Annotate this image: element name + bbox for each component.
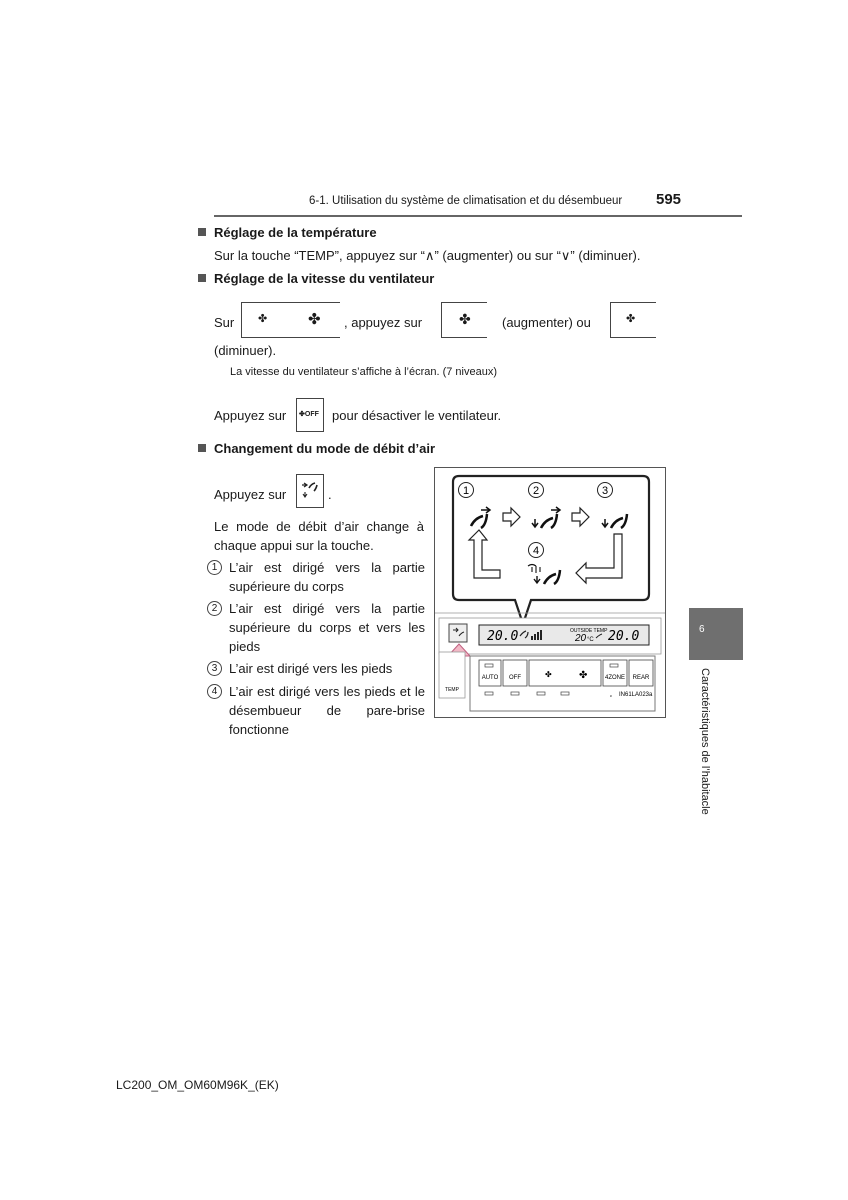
svg-text:AUTO: AUTO <box>481 675 499 681</box>
svg-text:IN61LA023a: IN61LA023a <box>619 692 653 698</box>
mode-period: . <box>328 487 332 502</box>
svg-text:4ZONE: 4ZONE <box>604 675 626 681</box>
section-title-fan-speed: Réglage de la vitesse du ventilateur <box>198 271 434 286</box>
airflow-mode-icon <box>297 475 321 505</box>
list-item-number: 4 <box>207 684 222 699</box>
mode-appuyez-sur: Appuyez sur <box>214 487 287 502</box>
fan-speed-button <box>241 302 340 338</box>
svg-text:4: 4 <box>532 545 540 557</box>
fan-icon: ✤ <box>258 313 268 325</box>
fan-sur-label: Sur <box>214 315 235 330</box>
svg-text:20: 20 <box>575 633 587 644</box>
svg-text:OFF: OFF <box>509 675 521 681</box>
svg-text:°C: °C <box>587 637 594 643</box>
airflow-mode-figure <box>434 467 666 718</box>
fan-icon: ✤ <box>308 311 321 328</box>
fan-icon: ✤ <box>459 311 471 327</box>
section-title-temperature: Réglage de la température <box>198 225 377 240</box>
svg-text:✤: ✤ <box>579 670 588 681</box>
list-item-text: L’air est dirigé vers les pieds <box>229 661 393 676</box>
fan-augmenter: (augmenter) ou <box>502 315 591 330</box>
svg-text:REAR: REAR <box>632 675 650 681</box>
list-item-text: L’air est dirigé vers la partie supérieure du corps <box>229 560 425 594</box>
list-item-number: 3 <box>207 661 222 676</box>
fan-appuyez-sur: , appuyez sur <box>344 315 423 330</box>
svg-text:1: 1 <box>462 485 470 497</box>
fan-icon: ✤ <box>626 313 636 325</box>
list-item-text: L’air est dirigé vers la partie supérieure du corps et vers les pieds <box>229 601 425 654</box>
airflow-mode-button <box>296 474 324 508</box>
svg-text:c: c <box>610 693 612 698</box>
chapter-tab <box>689 608 743 660</box>
chapter-number: 6 <box>699 624 705 635</box>
fan-icon: ✤ <box>299 411 305 418</box>
svg-text:TEMP: TEMP <box>445 687 459 693</box>
list-item-number: 2 <box>207 601 222 616</box>
page-number: 595 <box>656 191 682 208</box>
fan-diminuer: (diminuer). <box>214 343 277 358</box>
header-rule <box>214 215 742 217</box>
fan-off-before: Appuyez sur <box>214 408 287 423</box>
footer-code: LC200_OM_OM60M96K_(EK) <box>116 1078 279 1092</box>
bullet-square-icon <box>198 274 206 282</box>
section-title-airflow-mode: Changement du mode de débit d’air <box>198 441 435 456</box>
bullet-square-icon <box>198 228 206 236</box>
chapter-title: Caractéristiques de l’habitacle <box>699 668 711 815</box>
list-item-text: L’air est dirigé vers les pieds et le désembueur de pare-brise fonctionne <box>229 684 425 737</box>
list-item-number: 1 <box>207 560 222 575</box>
temperature-instruction: Sur la touche “TEMP”, appuyez sur “∧” (augmenter) ou sur “∨” (diminuer). <box>214 248 641 263</box>
svg-text:20.0: 20.0 <box>487 629 519 644</box>
fan-speed-note: La vitesse du ventilateur s’affiche à l’écran. (7 niveaux) <box>230 366 497 378</box>
running-header: 6-1. Utilisation du système de climatisation et du désembueur <box>309 195 623 207</box>
fan-off-after: pour désactiver le ventilateur. <box>332 408 502 423</box>
svg-text:20.0: 20.0 <box>608 629 640 644</box>
fan-off-button: ✤OFF <box>296 398 324 432</box>
fan-decrease-button <box>610 302 656 338</box>
fan-increase-button <box>441 302 487 338</box>
svg-text:OUTSIDE TEMP: OUTSIDE TEMP <box>570 628 608 634</box>
mode-description: Le mode de débit d’air change à chaque appui sur la touche. <box>214 519 424 553</box>
svg-text:2: 2 <box>532 485 540 497</box>
svg-text:✤: ✤ <box>545 670 552 679</box>
svg-text:3: 3 <box>601 485 609 497</box>
bullet-square-icon <box>198 444 206 452</box>
